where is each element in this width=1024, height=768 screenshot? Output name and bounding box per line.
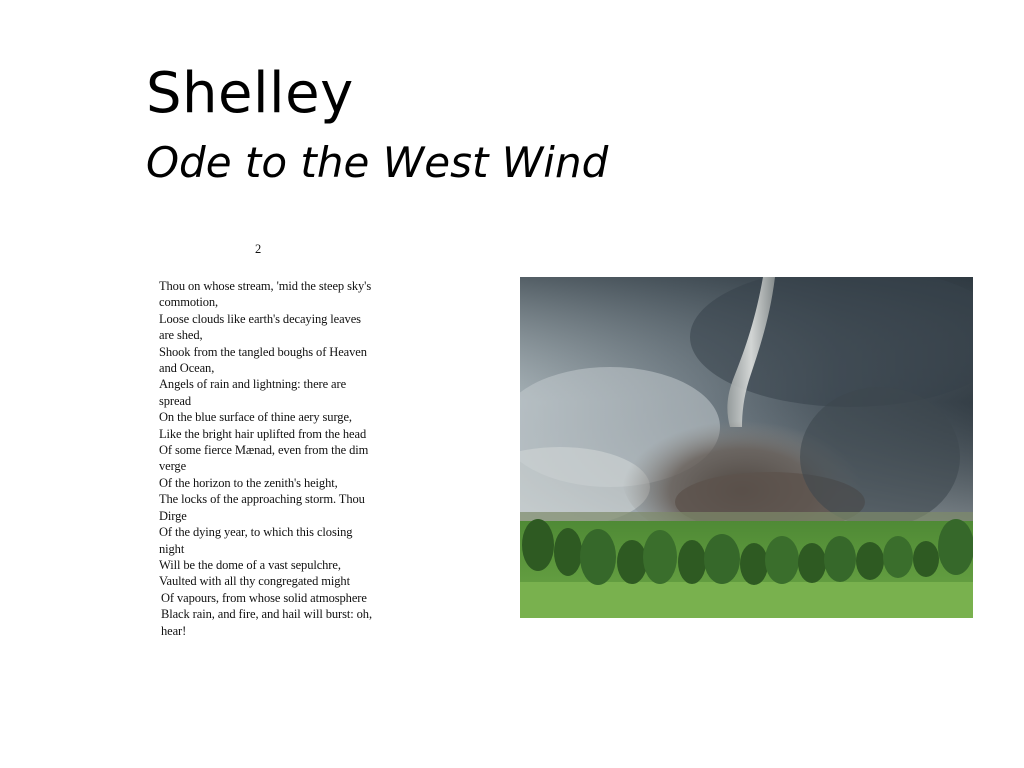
poem-text	[159, 278, 414, 639]
poem-line: Will be the dome of a vast sepulchre,	[159, 557, 341, 572]
poem-line: Loose clouds like earth's decaying leaves	[159, 311, 361, 326]
poem-line: verge	[159, 459, 187, 474]
poem-line: Of the dying year, to which this closing	[159, 525, 353, 540]
poem-line: On the blue surface of thine aery surge,	[159, 410, 352, 425]
poem-line: Thou on whose stream, 'mid the steep sky's	[159, 279, 372, 293]
poem-line: are shed,	[159, 328, 203, 343]
poem-line: Shook from the tangled boughs of Heaven	[159, 344, 367, 359]
poem-line: Dirge	[159, 508, 187, 523]
poem-line: night	[159, 541, 185, 556]
tornado-photo	[520, 277, 973, 618]
slide-subtitle: Ode to the West Wind	[146, 138, 609, 187]
stanza-number: 2	[255, 242, 262, 256]
slide-title: Shelley	[146, 61, 354, 126]
poem-line: hear!	[161, 623, 187, 638]
poem-line: and Ocean,	[159, 361, 215, 376]
poem-line: commotion,	[159, 295, 219, 310]
poem-line: Of the horizon to the zenith's height,	[159, 475, 338, 490]
poem-line: Black rain, and fire, and hail will burst: oh,	[161, 607, 372, 622]
poem-line: The locks of the approaching storm. Thou	[159, 492, 365, 507]
poem-line: Vaulted with all thy congregated might	[159, 574, 350, 589]
poem-line: spread	[159, 393, 192, 408]
poem-line: Of vapours, from whose solid atmosphere	[161, 590, 367, 605]
poem-line: Of some fierce Mænad, even from the dim	[159, 443, 369, 458]
poem-line: Like the bright hair uplifted from the head	[159, 426, 367, 441]
poem-line: Angels of rain and lightning: there are	[159, 377, 347, 392]
